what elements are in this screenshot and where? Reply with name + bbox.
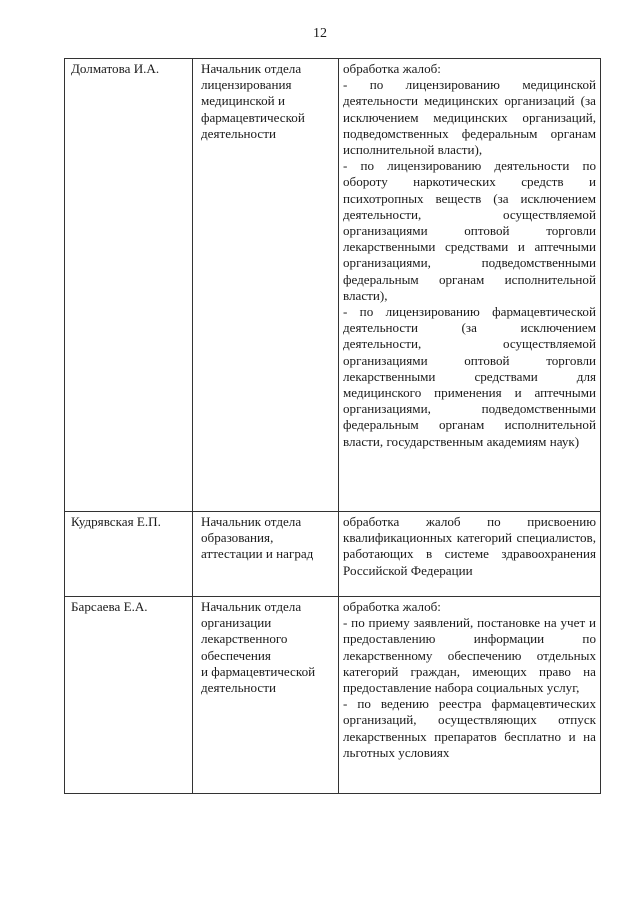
employee-name: Барсаева Е.А. xyxy=(71,599,148,614)
position-line: образования, xyxy=(201,530,274,546)
table-row xyxy=(65,512,601,597)
responsibilities-table xyxy=(64,58,601,794)
duties-cell xyxy=(339,512,601,597)
duty-paragraph: - по приему заявлений, постановке на учет и предоставлению информации по лекарственному обеспечению отдельных категорий граждан, имеющих право на предоставление набора социальных услуг, xyxy=(343,615,596,696)
duty-paragraph: - по ведению реестра фармацевтических организаций, осуществляющих отпуск лекарственных препаратов бесплатно и на льготных условиях xyxy=(343,696,596,760)
position-cell xyxy=(193,59,339,512)
duty-paragraph: обработка жалоб: xyxy=(343,61,441,76)
position-line: фармацевтической xyxy=(201,109,305,125)
employee-name: Долматова И.А. xyxy=(71,61,160,76)
duty-paragraph: обработка жалоб по присвоению квалификационных категорий специалистов, работающих в системе здравоохранения Российской Федерации xyxy=(343,514,596,578)
position-line: деятельности xyxy=(201,125,276,141)
position-cell xyxy=(193,512,339,597)
position-line: лицензирования xyxy=(201,77,292,93)
position-line: обеспечения xyxy=(201,647,271,663)
duty-paragraph: обработка жалоб: xyxy=(343,599,441,614)
duties-cell xyxy=(339,597,601,794)
page-number: 12 xyxy=(313,26,327,41)
duty-paragraph: - по лицензированию медицинской деятельности медицинских организаций (за исключением медицинских организаций, подведомственных федеральным органам исполнительной власти), xyxy=(343,77,596,158)
employee-name-cell xyxy=(65,59,193,512)
table-row xyxy=(65,597,601,794)
table-row xyxy=(65,59,601,512)
position-line: и фармацевтической xyxy=(201,663,316,679)
position-cell xyxy=(193,597,339,794)
position-line: Начальник отдела xyxy=(201,599,302,614)
duty-paragraph: - по лицензированию деятельности по обороту наркотических средств и психотропных веществ (за исключением деятельности, осуществляемой организациями оптовой торговли лекарственными средствами и аптечными организациями, подведомственными федеральным органам исполнительной власти), xyxy=(343,158,596,303)
duties-cell xyxy=(339,59,601,512)
position-line: деятельности xyxy=(201,680,276,696)
employee-name-cell xyxy=(65,512,193,597)
duty-paragraph: - по лицензированию фармацевтической деятельности (за исключением деятельности, осуществляемой организациями оптовой торговли лекарственными средствами для медицинского применения и аптечными организациями, подведомственными федеральным органам исполнительной власти, государственным академиям наук) xyxy=(343,304,596,449)
employee-name-cell xyxy=(65,597,193,794)
employee-name: Кудрявская Е.П. xyxy=(71,514,161,529)
position-line: медицинской и xyxy=(201,93,285,109)
position-line: Начальник отдела xyxy=(201,61,302,76)
position-line: организации xyxy=(201,615,272,631)
position-line: лекарственного xyxy=(201,631,288,647)
position-line: аттестации и наград xyxy=(201,546,314,562)
position-line: Начальник отдела xyxy=(201,514,302,529)
